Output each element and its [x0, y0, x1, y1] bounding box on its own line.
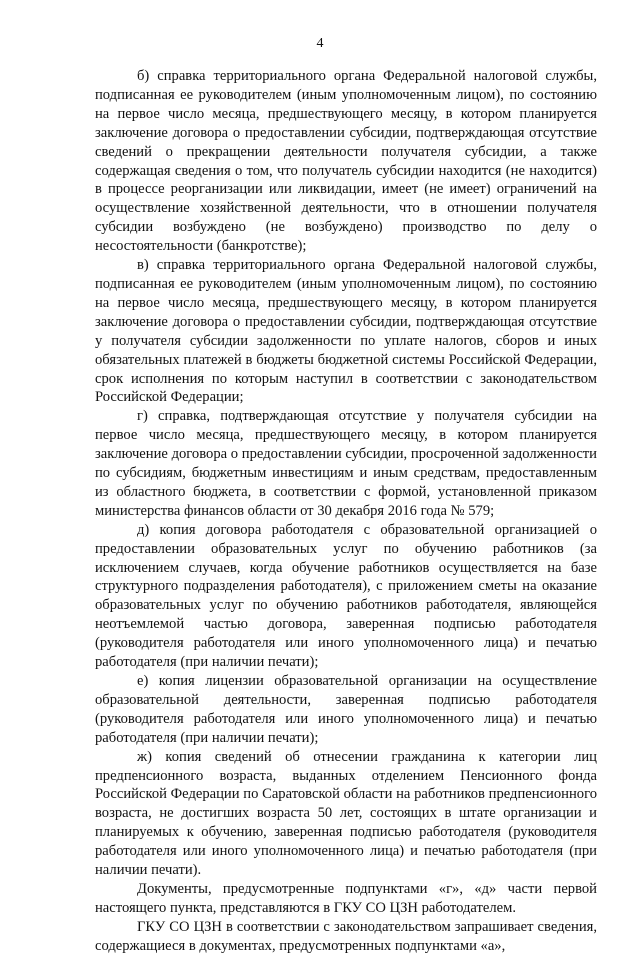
paragraph-g: г) справка, подтверждающая отсутствие у получателя субсидии на первое число месяца, предшествующего месяцу, в котором планируется заключение договора о предоставлении субсидии, просроченной задолженности по субсидиям, бюджетным инвестициям и иным средствам, предоставленным из областного бюджета, в соответствии с формой, установленной приказом министерства финансов области от 30 декабря 2016 года № 579; [95, 408, 597, 519]
paragraph-v: в) справка территориального органа Федеральной налоговой службы, подписанная ее руководителем (иным уполномоченным лицом), по состоянию на первое число месяца, предшествующего месяцу, в котором планируется заключение договора о предоставлении субсидии, подтверждающая отсутствие у получателя субсидии задолженности по уплате налогов, сборов и иных обязательных платежей в бюджеты бюджетной системы Российской Федерации, срок исполнения по которым наступил в соответствии с законодательством Российской Федерации; [95, 257, 597, 406]
paragraph-gku-request: ГКУ СО ЦЗН в соответствии с законодательством запрашивает сведения, содержащиеся в документах, предусмотренных подпунктами «а», [95, 918, 597, 954]
paragraph-d: д) копия договора работодателя с образовательной организацией о предоставлении образовательных услуг по обучению работников (за исключением случаев, когда обучение работников осуществляется на базе структурного подразделения работодателя), с приложением сметы на оказание образовательных услуг по обучению работников работодателя, являющейся неотъемлемой частью договора, заверенная подписью работодателя (руководителя работодателя или иного уполномоченного лица) и печатью работодателя (при наличии печати); [95, 521, 597, 671]
document-body [95, 67, 597, 956]
page-number: 4 [316, 36, 324, 51]
paragraph-e: е) копия лицензии образовательной организации на осуществление образовательной деятельности, заверенная подписью работодателя (руководителя работодателя или иного уполномоченного лица) и печатью работодателя (при наличии печати); [95, 673, 597, 746]
paragraph-documents-note: Документы, предусмотренные подпунктами «г», «д» части первой настоящего пункта, представляются в ГКУ СО ЦЗН работодателем. [95, 880, 597, 916]
paragraph-b: б) справка территориального органа Федеральной налоговой службы, подписанная ее руководителем (иным уполномоченным лицом), по состоянию на первое число месяца, предшествующего месяцу, в котором планируется заключение договора о предоставлении субсидии, подтверждающая отсутствие сведений о прекращении деятельности получателя субсидии, а также содержащая сведения о том, что получатель субсидии находится (не находится) в процессе реорганизации или ликвидации, имеет (не имеет) ограничений на осуществление хозяйственной деятельности, что в отношении получателя субсидии возбуждено (не возбуждено) производство по делу о несостоятельности (банкротстве); [95, 68, 597, 255]
paragraph-zh: ж) копия сведений об отнесении гражданина к категории лиц предпенсионного возраста, выданных отделением Пенсионного фонда Российской Федерации по Саратовской области на работников предпенсионного возраста, не достигших возраста 50 лет, состоящих в штате организации и планируемых к обучению, заверенная подписью работодателя (руководителя работодателя или иного уполномоченного лица) и печатью работодателя (при наличии печати). [95, 748, 597, 879]
